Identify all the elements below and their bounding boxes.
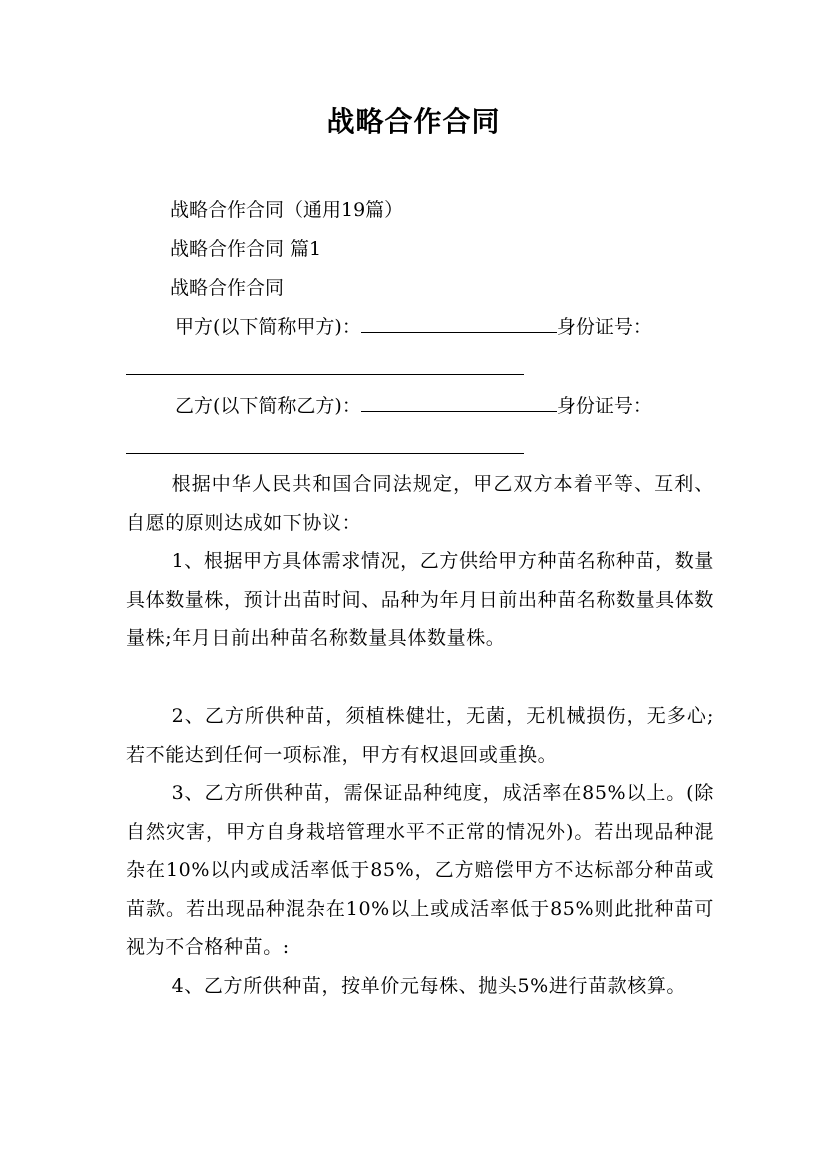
clause-3: 3、乙方所供种苗，需保证品种纯度，成活率在85%以上。(除自然灾害，甲方自身栽培管理水平不正常的情况外)。若出现品种混杂在10%以内或成活率低于85%，乙方赔偿甲方不达标部分种苗或苗款。若出现品种混杂在10%以上或成活率低于85%则此批种苗可视为不合格种苗。: [126,782,714,958]
clause-4: 4、乙方所供种苗，按单价元每株、抛头5%进行苗款核算。 [171,975,687,997]
subtitle-general: 战略合作合同（通用19篇） [170,199,404,221]
clause-2: 2、乙方所供种苗，须植株健壮，无菌，无机械损伤，无多心;若不能达到任何一项标准，甲方有权退回或重换。 [126,705,714,766]
party-a-row [175,318,652,337]
party-b-name-blank [361,397,557,412]
party-a-id-blank [126,373,524,375]
party-a-name-blank [361,318,557,333]
party-b-row [175,397,652,416]
party-a-id-label: 身份证号： [556,316,652,338]
document-title: 战略合作合同 [326,105,501,138]
party-b-id-blank [126,452,524,454]
intro-paragraph: 根据中华人民共和国合同法规定，甲乙双方本着平等、互利、自愿的原则达成如下协议： [126,473,714,534]
subtitle-part: 战略合作合同 篇1 [170,238,322,260]
subtitle-short: 战略合作合同 [170,277,285,299]
party-b-id-label: 身份证号： [556,395,652,417]
clause-1: 1、根据甲方具体需求情况，乙方供给甲方种苗名称种苗，数量具体数量株，预计出苗时间、品种为年月日前出种苗名称数量具体数量株;年月日前出种苗名称数量具体数量株。 [126,550,715,649]
party-a-label: 甲方(以下简称甲方)： [175,316,361,338]
party-b-label: 乙方(以下简称乙方)： [175,395,361,417]
